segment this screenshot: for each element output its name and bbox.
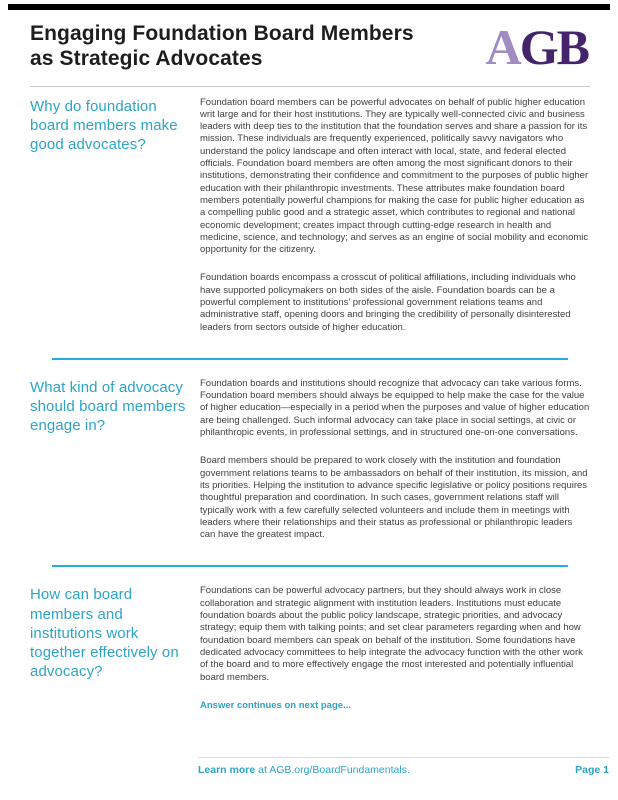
answer-continues-note: Answer continues on next page... bbox=[200, 699, 351, 711]
qa-section-kind-of-advocacy bbox=[30, 360, 590, 566]
qa-section-why-advocates bbox=[30, 87, 590, 358]
answer-column bbox=[200, 585, 590, 712]
page-number: Page 1 bbox=[575, 764, 609, 776]
qa-section-work-together bbox=[30, 567, 590, 720]
question-column bbox=[30, 378, 200, 558]
question-heading: What kind of advocacy should board members engage in? bbox=[30, 378, 186, 435]
answer-paragraph: Board members should be prepared to work closely with the institution and foundation government relations teams to be ambassadors on behalf of their institution, its mission, and its priorities. Helping the institution to advance specific legislative or policy positions requires thoughtful preparation and coordination. In such cases, government relations staff will typically work with a few carefully selected volunteers and include them in meetings with leaders where their relationships and their status as professional or philanthropic leaders can have the greatest impact. bbox=[200, 455, 588, 541]
question-column bbox=[30, 97, 200, 350]
agb-logo-letter-a: A bbox=[485, 19, 520, 75]
answer-column bbox=[200, 97, 590, 350]
learn-more-label: Learn more bbox=[198, 764, 256, 776]
agb-logo-letters-gb: GB bbox=[519, 19, 588, 75]
page-title-line1: Engaging Foundation Board Members bbox=[30, 22, 414, 45]
answer-paragraph: Foundation board members can be powerful advocates on behalf of public higher education writ large and for their host institutions. They are typically well-connected civic and business leaders with deep ties to the institution that the foundation serves and share a passion for its mission. These individuals are frequently experienced, politically savvy navigators who understand the policy landscape and often interact with local, state, and federal elected officials. Foundation board members are often among the most significant donors to their institutions, demonstrating their confidence and commitment to the purposes of public higher education with their philanthropic investments. These attributes make foundation board members potentially powerful champions for making the case for public higher education as a compelling public good and a strategic asset, which contributes to regional and national economic development; creates impact through cutting-edge research in health and medicine, science, and technology; and serves as an engine of social mobility and economic opportunity for the citizenry. bbox=[200, 96, 589, 256]
question-heading: How can board members and institutions work together effectively on advocacy? bbox=[30, 586, 179, 681]
answer-paragraph: Foundation boards and institutions should recognize that advocacy can take various forms. Foundation board members should always be equipped to help make the case for the value of higher education—especially in a period when the purposes and value of higher education are being challenged. Such informal advocacy can take place in social settings, at civic or philanthropic events, in professional settings, and in structured one-on-one conversations. bbox=[200, 377, 590, 439]
page-title bbox=[30, 22, 414, 72]
top-accent-bar bbox=[8, 4, 610, 10]
learn-more-link[interactable] bbox=[198, 764, 410, 776]
page-title-line2: as Strategic Advocates bbox=[30, 46, 263, 70]
answer-paragraph: Foundation boards encompass a crosscut of political affiliations, including individuals who have supported policymakers on both sides of the aisle. Foundation boards can be a powerful complement to institutions’ professional government relations teams and administrative staff, opening doors and bringing the credibility of personally disinterested leaders from sectors outside of higher education. bbox=[200, 272, 576, 333]
question-column bbox=[30, 585, 200, 712]
learn-more-url: at AGB.org/BoardFundamentals. bbox=[255, 764, 410, 776]
header bbox=[30, 19, 590, 75]
answer-column bbox=[200, 378, 590, 558]
answer-paragraph: Foundations can be powerful advocacy partners, but they should always work in close collaboration and strategic alignment with institution leaders. Institutions must educate foundation boards about the public policy landscape, strategic priorities, and advocacy strategy; equip them with talking points; and set clear parameters regarding when and how foundation board members can speak on behalf of the institution. Some foundations have dedicated advocacy committees to help integrate the advocacy function with the other work of the board and to more effectively engage the most interested and potentially influential board members. bbox=[200, 585, 583, 683]
question-heading: Why do foundation board members make good advocates? bbox=[30, 97, 178, 153]
agb-logo bbox=[485, 19, 588, 75]
footer bbox=[198, 757, 609, 776]
